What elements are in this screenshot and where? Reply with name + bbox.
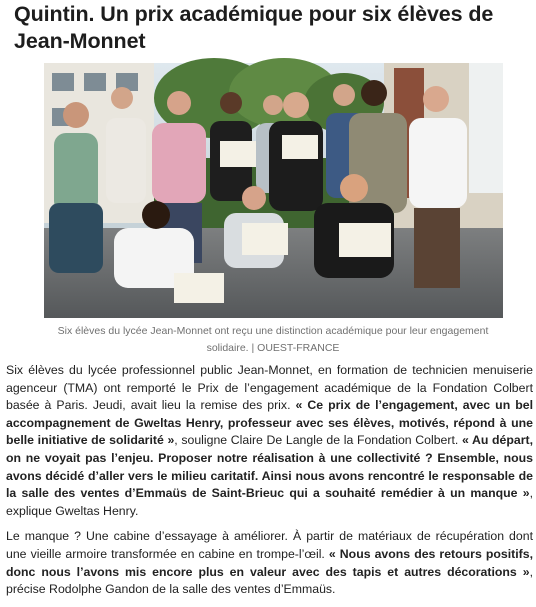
- paragraph-text: , explique Gweltas Henry.: [6, 486, 533, 518]
- article-title: Quintin. Un prix académique pour six élèves de Jean-Monnet: [14, 2, 494, 53]
- paragraph-quote: « Au départ, on ne voyait pas l’enjeu. Proposer notre réalisation à une collectivité ? Ensemble, nous avons décidé d’aller vers le milieu caritatif. Ainsi nous avons rencontré le responsable de la salle des ventes d’Emmaüs de Saint-Brieuc qui a souhaité remédier à un manque »: [6, 433, 534, 501]
- group-photo-illustration: [44, 63, 503, 318]
- article-paragraph: [6, 528, 533, 598]
- paragraph-text: Six élèves du lycée professionnel public Jean-Monnet, en formation de technicien menuiserie agenceur (TMA) ont remporté le Prix de l’engagement académique de la Fondation Colbert basée à Paris. Jeudi, avait lieu la remise des prix.: [6, 363, 533, 413]
- paragraph-quote: « Ce prix de l’engagement, avec un bel accompagnement de Gweltas Henry, professeur avec ses élèves, motivés, répond à une belle initiative de solidarité »: [6, 398, 533, 448]
- paragraph-text: Le manque ? Une cabine d’essayage à améliorer. À partir de matériaux de récupération dont une vieille armoire transformée en cabine en trompe-l’œil.: [6, 529, 533, 561]
- paragraph-quote: « Nous avons des retours positifs, donc nous l’avons mis encore plus en valeur avec des tapis et autres décorations »: [6, 546, 533, 579]
- paragraph-text: , précise Rodolphe Gandon de la salle des ventes d’Emmaüs.: [6, 564, 533, 597]
- article-paragraph: [6, 362, 533, 520]
- paragraph-text: , souligne Claire De Langle de la Fondation Colbert.: [174, 433, 462, 448]
- photo-caption: Six élèves du lycée Jean-Monnet ont reçu une distinction académique pour leur engagement solidaire. | OUEST-FRANCE: [57, 325, 489, 354]
- article-photo[interactable]: [44, 63, 503, 318]
- article-body: [6, 362, 533, 607]
